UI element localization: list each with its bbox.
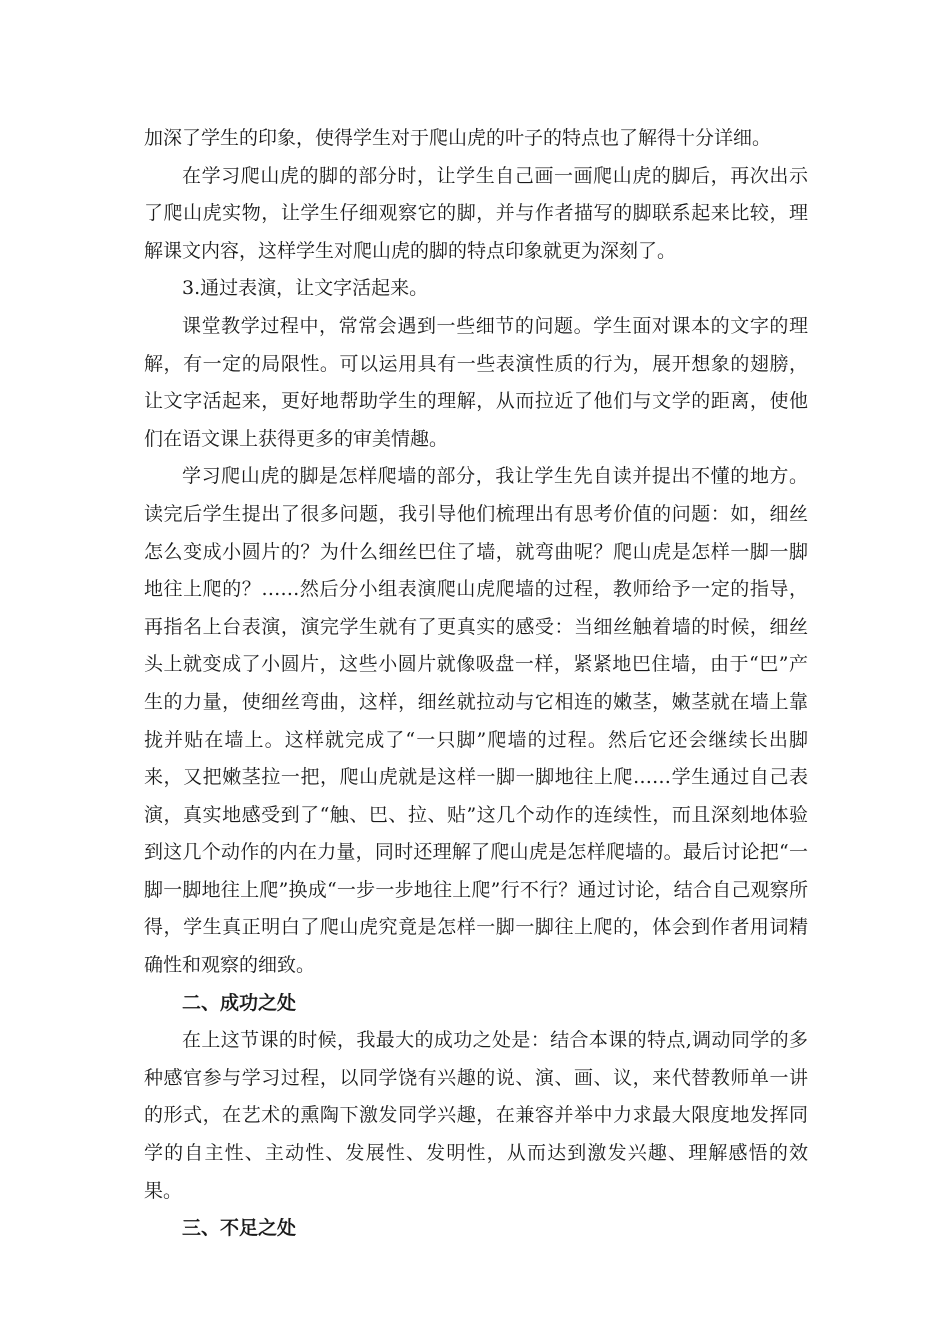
paragraph-point-3: 3.通过表演，让文字活起来。 [182,277,429,300]
paragraph-continuation: 加深了学生的印象，使得学生对于爬山虎的叶子的特点也了解得十分详细。 [144,127,772,149]
document-body [144,120,808,1248]
heading-success: 二、成功之处 [182,991,297,1014]
heading-shortcomings: 三、不足之处 [182,1217,297,1240]
paragraph-classroom-details: 课堂教学过程中，常常会遇到一些细节的问题。学生面对课本的文字的理解，有一定的局限性。可以运用具有一些表演性质的行为，展开想象的翅膀，让文字活起来，更好地帮助学生的理解，从而拉近了他们与文学的距离，使他们在语文课上获得更多的审美情趣。 [144,314,808,450]
paragraph-observe-feet: 在学习爬山虎的脚的部分时，让学生自己画一画爬山虎的脚后，再次出示了爬山虎实物，让学生仔细观察它的脚，并与作者描写的脚联系起来比较，理解课文内容，这样学生对爬山虎的脚的特点印象就更为深刻了。 [144,164,808,262]
paragraph-success: 在上这节课的时候，我最大的成功之处是：结合本课的特点,调动同学的多种感官参与学习过程，以同学饶有兴趣的说、演、画、议，来代替教师单一讲的形式，在艺术的熏陶下激发同学兴趣，在兼容并举中力求最大限度地发挥同学的自主性、主动性、发展性、发明性，从而达到激发兴趣、理解感悟的效果。 [144,1029,808,1202]
paragraph-climbing-performance: 学习爬山虎的脚是怎样爬墙的部分，我让学生先自读并提出不懂的地方。读完后学生提出了很多问题，我引导他们梳理出有思考价值的问题：如，细丝怎么变成小圆片的？为什么细丝巴住了墙，就弯曲呢？爬山虎是怎样一脚一脚地往上爬的？……然后分小组表演爬山虎爬墙的过程，教师给予一定的指导，再指名上台表演，演完学生就有了更真实的感受：当细丝触着墙的时候，细丝头上就变成了小圆片，这些小圆片就像吸盘一样，紧紧地巴住墙，由于“巴”产生的力量，使细丝弯曲，这样，细丝就拉动与它相连的嫩茎，嫩茎就在墙上靠拢并贴在墙上。这样就完成了“一只脚”爬墙的过程。然后它还会继续长出脚来，又把嫩茎拉一把，爬山虎就是这样一脚一脚地往上爬……学生通过自己表演，真实地感受到了“触、巴、拉、贴”这几个动作的连续性，而且深刻地体验到这几个动作的内在力量，同时还理解了爬山虎是怎样爬墙的。最后讨论把“一脚一脚地往上爬”换成“一步一步地往上爬”行不行？通过讨论，结合自己观察所得，学生真正明白了爬山虎究竟是怎样一脚一脚往上爬的，体会到作者用词精确性和观察的细致。 [144,465,808,977]
